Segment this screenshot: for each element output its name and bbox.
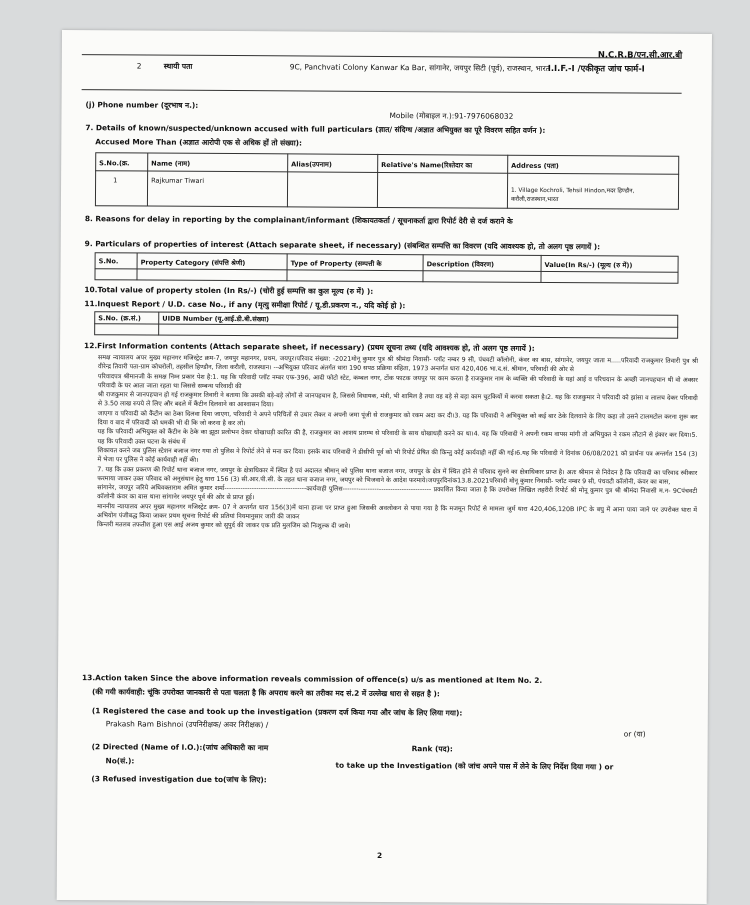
iif-code: I.I.F.-I /एकीकृत जांच फार्म-I [547,62,645,74]
address-row-label: स्थायी पता [163,61,193,71]
fir-paragraph: 7. यह कि उक्त प्रकरण की रिपोर्ट थाना बजाज नगर, जयपुर के क्षेत्राधिकार में स्थित है एवं अदालत श्रीमान् को पुलिस थाना बजाज नगर, जयपुर के क्षेत्र में स्थित होने से परिवाद सुनने का क्षेत्राधिकार प्राप्त है। अतः श्रीमान से निवेदन है कि परिवादी का परिवाद स्वीकार फरमाया जाकर उक्त परिवाद को अनुसंधान हेतु धारा 156 (3) सी.आर.पी.सी. के तहत थाना बजाज नगर, जयपुर को भिजवाने के आदेश फरमाये।जयपुरदिनांक13.8.2021परिवादी मोनू कुमार निवासी- प्लॉट नम्बर 9 सी, पंचवटी कॉलोनी, कंवर का बास, [97,465,698,486]
address-row [82,54,682,94]
fir-paragraph: माननीय न्यायालय अपर मुख्य महानगर मजिस्ट्रेट क्रम- 07 ने अन्तर्गत धारा 156(3)में थाना हाजा पर प्राप्त हुआ जिसकी अवलोकन से पाया गया है कि मजमून रिपोर्ट से मामला जुर्म धारा 420,406,120B IPC के बघु में आना पाया जाने पर उपरोक्त धारा में अभियोग पंजीबद्ध किया जाकर प्रथम सूचना रिपोर्ट की प्रतियां नियमानुसार जारी की जाकर [97,502,698,521]
section-7-title: 7. Details of known/suspected/unknown accused with full particulars (ज्ञात/ संदिग्ध /अज्ञात अभियुक्त का पूरे विवरण सहित वर्णन ): [85,123,546,135]
no-label: No(सं.): [105,756,135,766]
section-10-title: 10.Total value of property stolen (In Rs/-) (चोरी हुई सम्पत्ति का कुल मूल्य (रु में) ): [84,285,374,296]
fir-paragraph: श्री राजकुमार से जानपहचान हो गई राजकुमार तिवारी ने बताया कि उसकी बड़े-बड़े लोगों से जानपहचान है, जिससे विधायक, मंत्री, भी शामिल है तथा वह बड़े से बड़ा काम चुटकियों में करवा सकता है।2. यह कि राजकुमार ने परिवादी को झांसा व लालच देकर परिवादी से 3.50 लाख रुपये ले लिए और बदले में कैंटीन दिलवाने का आश्वासन दिया। [97,391,698,409]
prop-col-category: Property Category (संपत्ति श्रेणी) [140,258,246,268]
ncrb-code: N.C.R.B/एन.सी.आर.बी [597,49,683,60]
address-row-number: 2 [136,61,142,71]
accused-address-line2: करौली,राजस्थान,भारत [510,196,559,204]
col-name: Name (नाम) [151,159,191,168]
mobile-number: Mobile (मोबाइल न.):91-7976068032 [389,111,514,121]
accused-more-than: Accused More Than (अज्ञात आरोपी एक से अधिक हों तो संख्या): [95,137,303,148]
prop-col-description: Description (विवरण) [426,260,495,269]
prop-col-value: Value(In Rs/-) (मूल्य (रु में)) [544,260,633,270]
page-number: 2 [376,850,383,860]
fir-paragraph: सांगानेर, जयपुर जरिये अधिवक्ताराम अमित कुमार शर्मा------------------------------------कार्यवाही पुलिस--------------------------------------- प्रकाशित किया जाता है कि उपरोक्त लिखित तहरीरी रिपोर्ट श्री मोनू कुमार पुत्र श्री श्रीमंदा निवासी म.न- 9Cपंचवटी कॉलोनी कंवर का बास थाना सांगानेर जयपुर पूर्व की ओर से प्राप्त हुई। [97,484,698,502]
section-13-subtitle: (की गयी कार्यवाही: चूंकि उपरोक्त जानकारी से पता चलता है कि अपराध करने का तरीका मद सं.2 में उल्लेख धारा से सहत है ): [91,687,440,699]
action-item-1: (1 Registered the case and took up the investigation (प्रकरण दर्ज किया गया और जांच के लिए लिया गया): [91,706,463,718]
prop-col-type: Type of Property (सम्पत्ती के [290,259,382,268]
section-8-title: 8. Reasons for delay in reporting by the complainant/informant (शिकायतकर्ता / सूचनाकर्ता द्वारा रिपोर्ट देरी से दर्ज कराने के [84,214,513,226]
io-name: Prakash Ram Bishnoi (उपनिरीक्षक/ अवर निरीक्षक) / [105,719,269,730]
col-alias: Alias(उपनाम) [291,160,332,169]
section-13-title: 13.Action taken Since the above information reveals commission of offence(s) u/s as mentioned at Item No. 2. [82,673,543,685]
or-label: or (या) [623,729,646,739]
inquest-col-uidb: UIDB Number (यू.आई.डी.बी.संख्या) [162,314,270,324]
action-item-2: (2 Directed (Name of I.O.):(जांच अधिकारी का नाम [91,742,269,753]
col-relative: Relative's Name(रिश्तेदार का [381,160,473,170]
accused-address-line1: 1. Village Kochroli, Tehsil Hindon,मदर हिण्डौन, [511,187,635,195]
rank-label: Rank (पद): [411,744,453,754]
section-12-title: 12.First Information contents (Attach separate sheet, if necessary) (प्रथम सूचना तथ्य (यदि आवश्यक हो, तो अलग पृष्ठ लगायें ): [84,341,535,353]
fir-paragraph: शिकायत करने जब पुलिस स्टेशन बजाज नगर गया तो पुलिस ने रिपोर्ट लेने से मना कर दिया। इसके बाद परिवादी ने डीसीपी पूर्व को भी रिपोर्ट प्रेषित की किन्तु कोई कार्यवाही नहीं की गई।6.यह कि परिवादी ने दिनांक 06/08/2021 को प्रार्थना पत्र अन्तर्गत 154 (3) में भेजा पर पुलिस ने कोई कार्यवाही नहीं की। [97,447,698,465]
accused-sno: 1 [113,176,118,185]
fir-paragraph: समक्ष न्यायालय अपर मुख्य महानगर मजिस्ट्रेट क्रम-7, जयपुर महानगर, प्रथम, जयपुर।परिवाद संख्या: -2021मोनू कुमार पुत्र श्री श्रीमंदा निवासी- प्लॉट नम्बर 9 सी, पंचवटी कॉलोनी, कंवर का बास, सांगानेर, जयपुर जाता म.....परिवादी राजकुमार तिवारी पुत्र श्री वीरेन्द्र तिवारी पता-ग्राम कोचरोली, तहसील हिण्डौन, जिला करौली, राजस्थान। --अभियुक्त परिवाद अंतर्गत धारा 190 सपठ प्रक्रिया संहिता, 1973 अन्तर्गत धारा 420,406 भा.द.सं. श्रीमान, परिवादी की ओर से [97,354,699,374]
document-page [57,30,712,904]
fir-paragraph: परिवादपत्र श्रीमानजी के समक्ष निम्न प्रकार पेश है:1. यह कि परिवादी प्लॉट नम्बर एफ-396, आदी फोटो स्टेट, कम्बल नगर, टोंक फाटक जयपुर पर काम करता है राजकुमार नाम के व्यक्ति की परिवादी के यहां आई व परिचयान के अच्छी जानपहचान थी वो अक्सर परिवादी के घर आता जाता रहता था जिससे सम्बन्ध परिवादी की [97,372,698,390]
section-11-title: 11.Inquest Report / U.D. case No., if any (मृत्यु समीक्षा रिपोर्ट / यू.डी.प्रकरण न., यदि कोई हो ): [84,299,406,311]
fir-paragraph: किन्तरी मतलब तफतीश हुआ एस आई अजय कुमार को सुपुर्द की जाकर एक प्रति मुलजिम को निःशुल्क दी जावे। [96,521,351,531]
col-sno: S.No.(क्र. [99,159,130,168]
take-up-investigation: to take up the Investigation (को जांच अपने पास में लेने के लिए निर्देश दिया गया ) or [335,760,614,772]
inquest-col-sno: S.No. (क्र.सं.) [98,314,141,323]
phone-label: (j) Phone number (दूरभाष न.): [85,100,199,110]
col-address: Address (पता) [511,161,559,171]
section-9-title: 9. Particulars of properties of interest (Attach separate sheet, if necessary) (संबन्धित सम्पत्ति का विवरण (यदि आवश्यक हो, तो अलग पृष्ठ लगायें ): [84,239,601,252]
fir-paragraph: जाएगा व परिवादी को कैंटीन का ठेका दिलवा दिया जाएगा, परिवादी ने अपने परिचितों से उधार लेकर व अपनी जमा पूंजी से राजकुमार को रकम अदा कर दी।3. यह कि परिवादी ने अभियुक्त को कई बार ठेके दिलवाने के लिए कहा तो उसने टालमटोल करना शुरू कर दिया व बाद में परिवादी को धमकी भी दी कि जो करना है कर लो। [97,410,698,428]
fir-contents [96,353,698,671]
accused-name: Rajkumar Tiwari [151,176,205,185]
fir-paragraph: यह कि परिवादी अभियुक्त को कैंटीन के ठेके का झूठा प्रलोभन देकर धोखाधड़ी कारित की है, राजकुमार का आशय प्रारम्भ से परिवादी के साथ धोखाधड़ी करने का था।4. यह कि परिवादी ने अपनी रकम वापस मांगी तो अभियुक्त ने रकम लौटाने से इंकार कर दिया।5. यह कि परिवादी उक्त घटना के संबंध में [97,428,698,446]
permanent-address: 9C, Panchvati Colony Kanwar Ka Bar, सांगानेर, जयपुर सिटी (पूर्व), राजस्थान, भारत [289,62,550,73]
action-item-3: (3 Refused investigation due to(जांच के लिए): [91,774,267,785]
prop-col-sno: S.No. [98,257,119,266]
